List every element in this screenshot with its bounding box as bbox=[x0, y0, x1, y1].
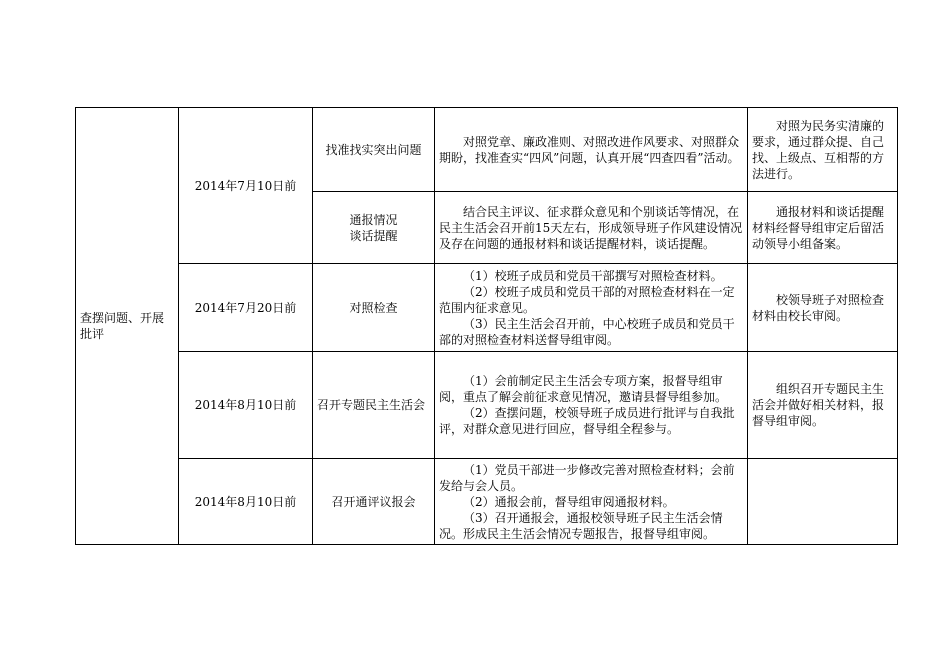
table-row bbox=[76, 459, 898, 545]
table-row bbox=[76, 352, 898, 459]
content-paragraph: （2）校班子成员和党员干部的对照检查材料在一定范围内征求意见。 bbox=[439, 284, 735, 315]
table-row bbox=[76, 264, 898, 352]
content-paragraph: （1）会前制定民主生活会专项方案，报督导组审阅，重点了解会前征求意见情况，邀请县督导组参加。 bbox=[439, 374, 728, 404]
content-paragraph: （3）召开通报会，通报校领导班子民主生活会情况。形成民主生活会情况专题报告，报督导组审阅。 bbox=[439, 510, 723, 541]
date-label: 2014年8月10日前 bbox=[194, 494, 297, 509]
task-cell bbox=[313, 192, 435, 264]
date-label: 2014年7月10日前 bbox=[194, 178, 297, 193]
task-cell bbox=[313, 459, 435, 545]
date-cell bbox=[179, 264, 313, 352]
content-cell bbox=[435, 352, 748, 459]
date-cell bbox=[179, 352, 313, 459]
table-row bbox=[76, 108, 898, 192]
task-cell bbox=[313, 264, 435, 352]
task-label-line: 谈话提醒 bbox=[349, 228, 398, 243]
date-cell bbox=[179, 108, 313, 264]
content-cell bbox=[435, 459, 748, 545]
content-paragraph: （3）民主生活会召开前，中心校班子成员和党员干部的对照检查材料送督导组审阅。 bbox=[439, 316, 735, 347]
task-label: 召开专题民主生活会 bbox=[317, 398, 426, 412]
content-paragraph: 结合民主评议、征求群众意见和个别谈话等情况，在民主生活会召开前15天左右，形成领导班子作风建设情况及存在问题的通报材料和谈话提醒材料，谈话提醒。 bbox=[439, 204, 743, 251]
requirement-cell bbox=[748, 108, 898, 192]
stage-label: 查摆问题、开展批评 bbox=[80, 311, 165, 341]
task-label: 找准找实突出问题 bbox=[325, 142, 422, 157]
task-label: 召开通评议报会 bbox=[331, 494, 416, 509]
requirement-text: 对照为民务实清廉的要求，通过群众提、自己找、上级点、互相帮的方法进行。 bbox=[752, 118, 885, 181]
content-cell bbox=[435, 192, 748, 264]
task-label: 对照检查 bbox=[349, 300, 398, 315]
requirement-cell bbox=[748, 459, 898, 545]
task-cell bbox=[313, 352, 435, 459]
date-label: 2014年7月20日前 bbox=[194, 300, 297, 315]
content-paragraph: （2）查摆问题，校领导班子成员进行批评与自我批评，对群众意见进行回应，督导组全程参与。 bbox=[439, 406, 735, 436]
requirement-cell bbox=[748, 192, 898, 264]
task-label-line: 通报情况 bbox=[349, 212, 398, 227]
content-cell bbox=[435, 108, 748, 192]
stage-cell bbox=[76, 108, 179, 545]
requirement-cell bbox=[748, 352, 898, 459]
content-paragraph: （1）校班子成员和党员干部撰写对照检查材料。 bbox=[463, 268, 723, 283]
content-cell bbox=[435, 264, 748, 352]
requirement-text: 校领导班子对照检查材料由校长审阅。 bbox=[752, 292, 885, 323]
requirement-cell bbox=[748, 264, 898, 352]
content-paragraph: 对照党章、廉政准则、对照改进作风要求、对照群众期盼，找准查实“四风”问题，认真开展“四查四看”活动。 bbox=[439, 134, 740, 165]
requirement-text: 通报材料和谈话提醒材料经督导组审定后留活动领导小组备案。 bbox=[752, 204, 885, 251]
task-cell bbox=[313, 108, 435, 192]
requirement-text: 组织召开专题民主生活会并做好相关材料，报督导组审阅。 bbox=[752, 382, 885, 428]
content-paragraph: （2）通报会前，督导组审阅通报材料。 bbox=[463, 494, 675, 509]
activity-schedule-table bbox=[75, 107, 898, 545]
content-paragraph: （1）党员干部进一步修改完善对照检查材料；会前发给与会人员。 bbox=[439, 462, 735, 493]
date-label: 2014年8月10日前 bbox=[194, 398, 297, 412]
date-cell bbox=[179, 459, 313, 545]
